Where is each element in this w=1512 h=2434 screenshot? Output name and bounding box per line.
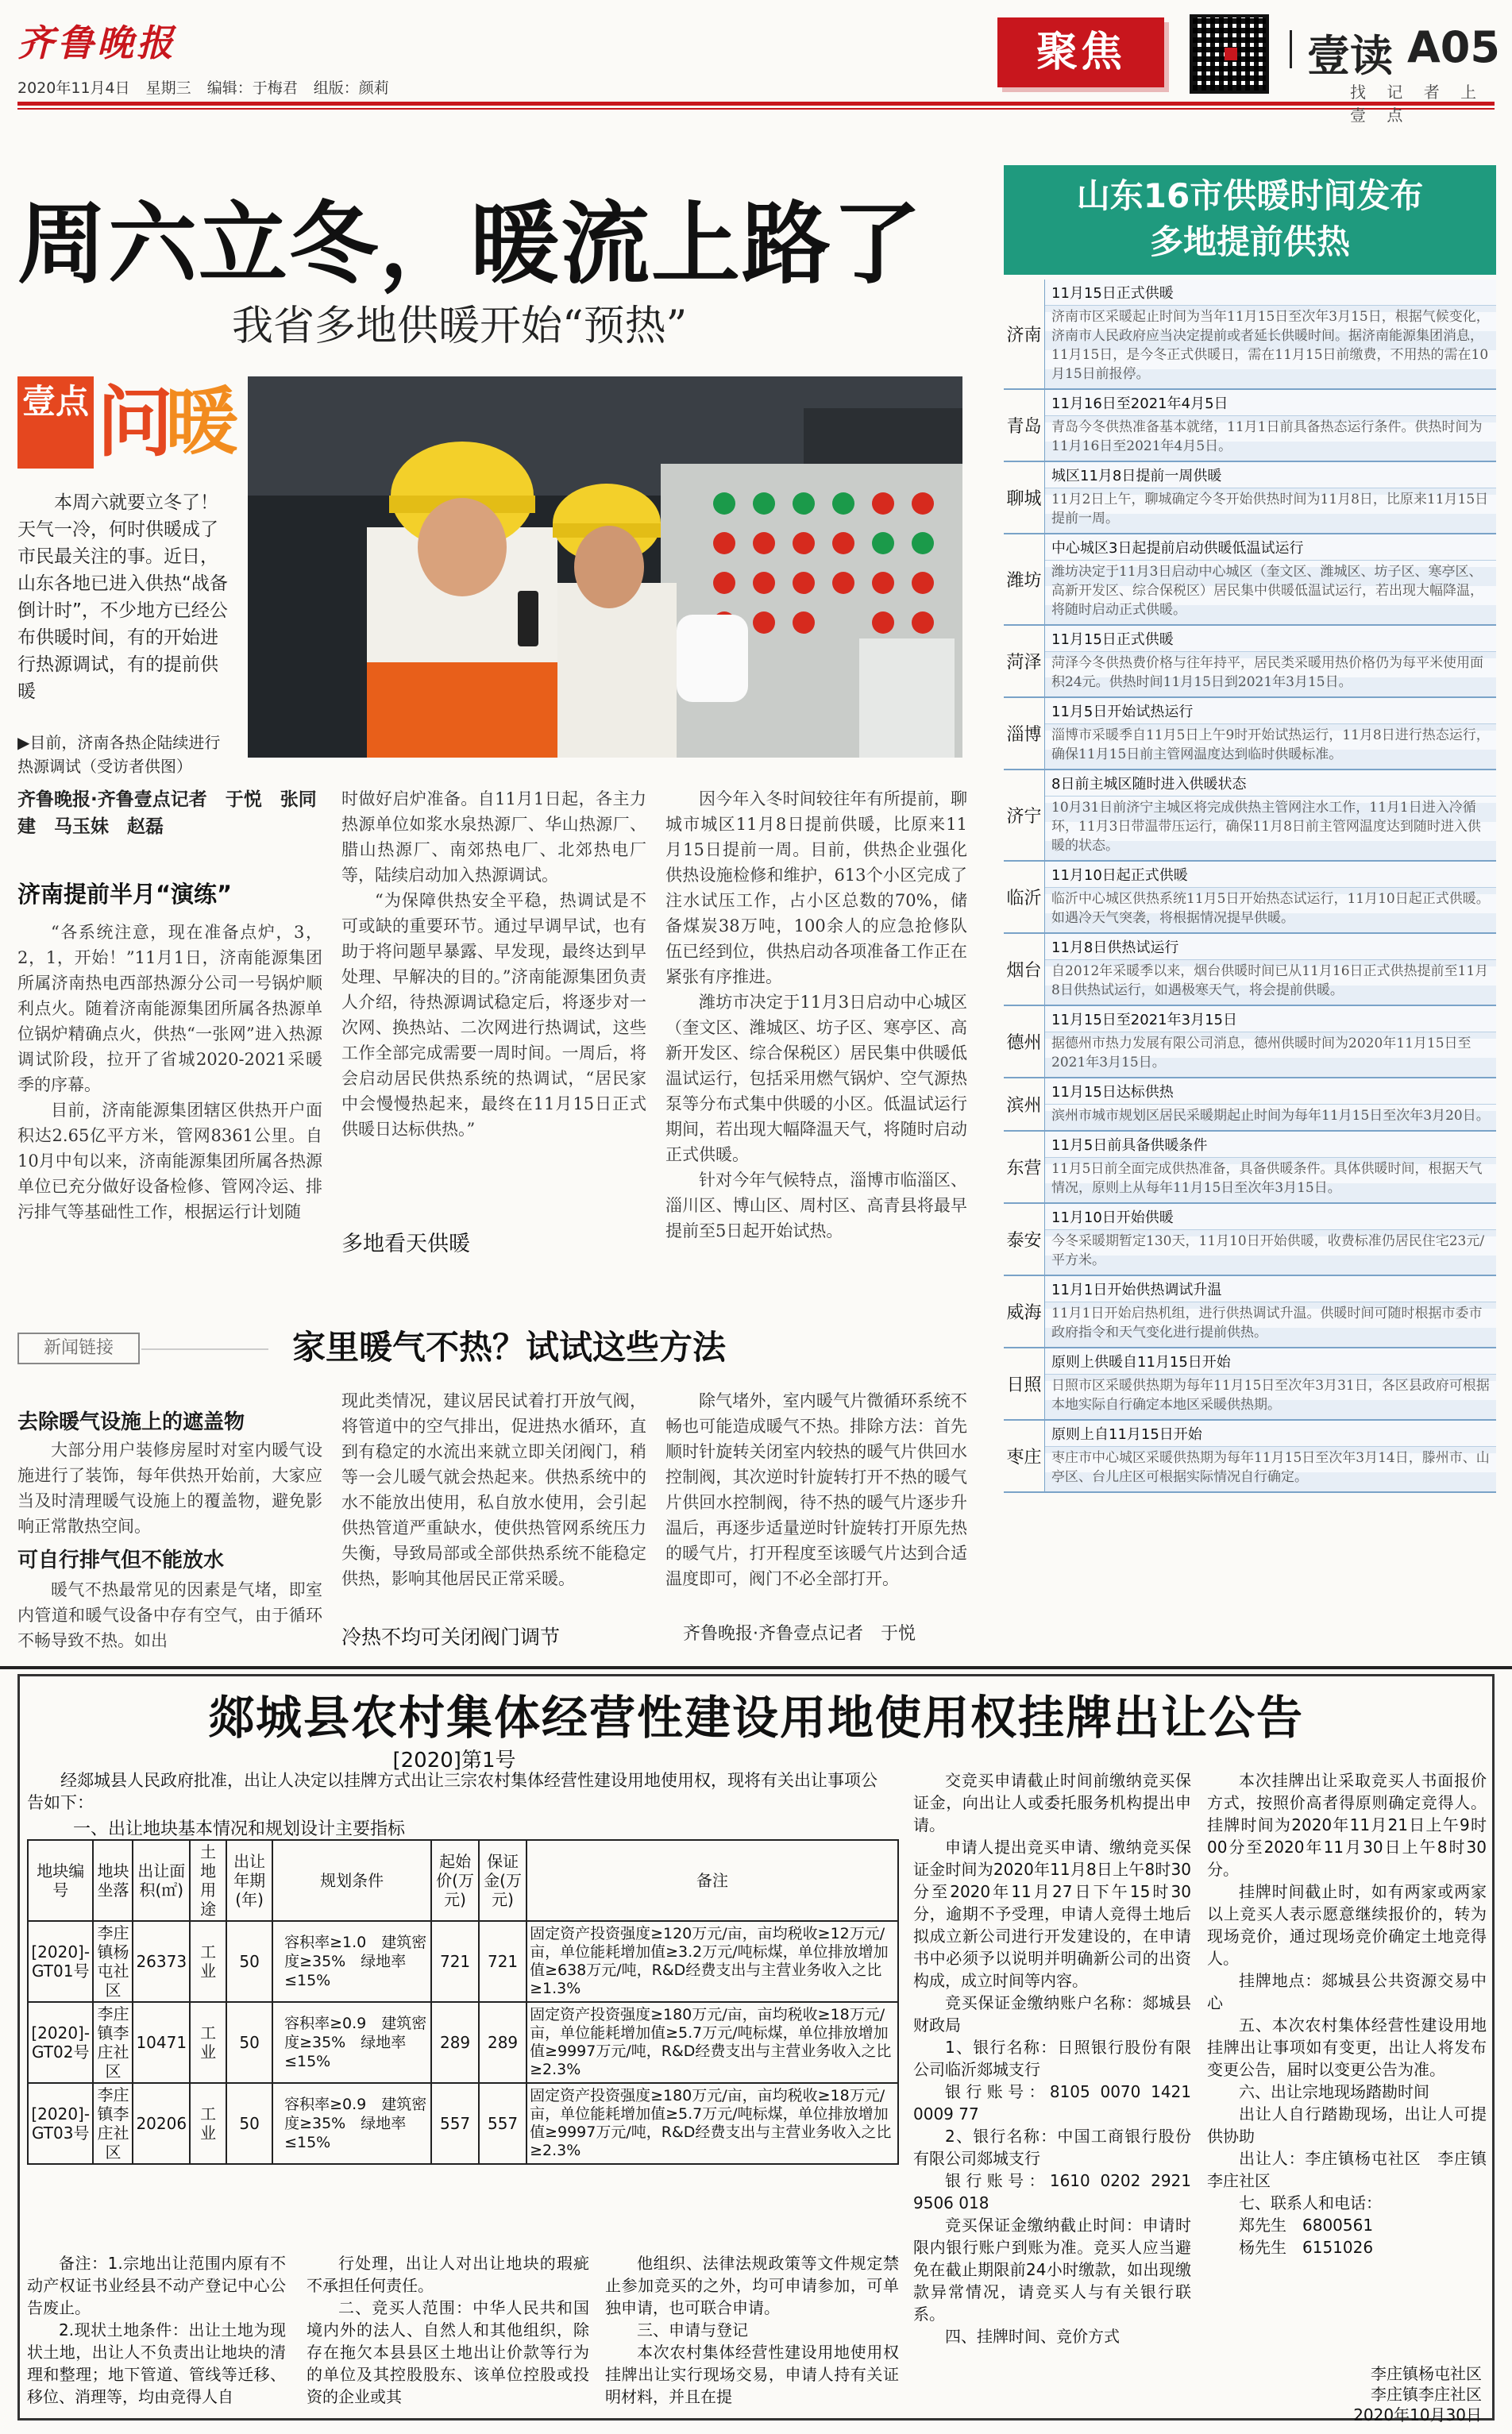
tip-paragraph: 现此类情况，建议居民试着打开放气阀，将管道中的空气排出，促进热水循环，直到有稳定的水流出来就立即关闭阀门，稍等一会儿暖气就会热起来。供热系统中的水不能放出使用，私自放水使用，会引起供热管道严重缺水，使供热管网系统压力失衡，导致局部或全部供热系统不能稳定供热，影响其他居民正常采暖。: [341, 1391, 646, 1588]
table-cell-price: 721: [431, 1921, 479, 2002]
main-headline: 周六立冬，暖流上路了: [17, 193, 923, 296]
announcement-paragraph: 竞买保证金缴纳账户名称：郯城县财政局: [913, 1993, 1191, 2035]
table-row: [28, 1921, 898, 2002]
table-cell-deposit: 557: [479, 2083, 526, 2164]
table-cell-note: 固定资产投资强度≥180万元/亩，亩均税收≥18万元/亩，单位能耗增加值≥5.7万元/吨标煤，单位排放增加值≥9997万元/吨，R&D经费支出与主营业务收入之比≥2.3%: [526, 2002, 898, 2083]
article-paragraph: 针对今年气候特点，淄博市临淄区、淄川区、博山区、周村区、高青县将最早提前至5日起开始试热。: [665, 1171, 967, 1240]
page-label: 壹读: [1307, 31, 1393, 81]
schedule-row: [1004, 1078, 1496, 1132]
schedule-title: 11月15日正式供暖: [1045, 626, 1496, 652]
tip-text-2: [17, 1577, 322, 1653]
tip-heading-2: 可自行排气但不能放水: [17, 1549, 225, 1572]
schedule-cell: [1045, 534, 1496, 624]
announcement-col-5: [1207, 1769, 1487, 2262]
issue-date: 2020年11月4日: [17, 79, 130, 97]
schedule-title: 11月15日至2021年3月15日: [1045, 1006, 1496, 1032]
table-cell-use: 工业: [190, 1921, 226, 2002]
sidebar-title-line-2: 多地提前供热: [1149, 222, 1350, 261]
qr-center-mark: [1225, 48, 1237, 60]
schedule-title: 11月5日前具备供暖条件: [1045, 1132, 1496, 1158]
ask-warm-logo: [17, 376, 239, 469]
table-cell-deposit: 289: [479, 2002, 526, 2083]
schedule-row: [1004, 534, 1496, 626]
news-link-rule: [141, 1348, 268, 1350]
schedule-row: [1004, 862, 1496, 934]
schedule-row: [1004, 1421, 1496, 1493]
article-paragraph: “各系统注意，现在准备点炉，3，2，1，开始！”11月1日，济南能源集团所属济南热电西部热源分公司一号锅炉顺利点火。随着济南能源集团所属各热源单位锅炉精确点火，供热“一张网”进入热源调试阶段，拉开了省城2020-2021采暖季的序幕。: [17, 923, 322, 1094]
ask-intro-text: 本周六就要立冬了！天气一冷，何时供暖成了市民最关注的事。近日，山东各地已进入供热“战备倒计时”，不少地方已经公布供暖时间，有的开始进行热源调试，有的提前供暖: [17, 492, 228, 702]
reporter-contact: [1350, 79, 1512, 125]
announcement-paragraph: 银行账号：8105 0070 1421 0009 77: [913, 2082, 1191, 2123]
schedule-title: 11月16日至2021年4月5日: [1045, 390, 1496, 416]
news-link-tag: 新闻链接: [17, 1333, 140, 1364]
schedule-desc: 11月5日前全面完成供热准备，具备供暖条件。具体供暖时间，根据天气情况，原则上从每年11月15日至次年3月15日。: [1045, 1158, 1496, 1202]
sign-date: 2020年10月30日: [1353, 2405, 1482, 2424]
ask-logo-wen: 问: [97, 378, 173, 467]
announcement-paragraph: 银行账号：1610 0202 2921 9506 018: [913, 2171, 1191, 2212]
announcement-paragraph: 四、挂牌时间、竞价方式: [945, 2327, 1120, 2346]
schedule-cell: [1045, 1132, 1496, 1202]
table-cell-cond: 容积率≥0.9 建筑密度≥35% 绿地率≤15%: [272, 2002, 431, 2083]
schedule-desc: 滨州市城市规划区居民采暖期起止时间为每年11月15日至次年3月20日。: [1045, 1105, 1496, 1130]
schedule-title: 11月10日开始供暖: [1045, 1204, 1496, 1230]
table-cell-years: 50: [226, 2083, 272, 2164]
schedule-title: 中心城区3日起提前启动供暖低温试运行: [1045, 534, 1496, 561]
article-column-1: [17, 920, 322, 1309]
schedule-title: 原则上供暖自11月15日开始: [1045, 1348, 1496, 1375]
schedule-city: 泰安: [1004, 1204, 1045, 1275]
schedule-cell: [1045, 462, 1496, 533]
designer-credit: 组版：颜莉: [313, 79, 389, 97]
table-header-cell: 备注: [526, 1840, 898, 1921]
table-header-cell: 起始价(万元): [431, 1840, 479, 1921]
page-label-divider: [1290, 30, 1292, 68]
tip-paragraph: 暖气不热最常见的因素是气堵，即室内管道和暖气设备中存有空气，由于循环不畅导致不热。如出: [17, 1580, 322, 1650]
announcement-paragraph: 出让人自行踏勘现场，出让人可提供协助: [1207, 2104, 1487, 2146]
article-subheading-jinan: 济南提前半月“演练”: [17, 881, 233, 908]
schedule-title: 11月5日开始试热运行: [1045, 698, 1496, 724]
schedule-city: 枣庄: [1004, 1421, 1045, 1491]
announcement-paragraph: 三、申请与登记: [637, 2320, 748, 2339]
tip-text-4: [665, 1388, 967, 1617]
schedule-desc: 自2012年采暖季以来，烟台供暖时间已从11月16日正式供热提前至11月8日供热试运行，如遇极寒天气，将会提前供暖。: [1045, 960, 1496, 1005]
announcement-paragraph: 2、银行名称：中国工商银行股份有限公司郯城支行: [913, 2127, 1191, 2168]
schedule-desc: 日照市区采暖供热期为每年11月15日至次年3月31日，各区县政府可根据本地实际自行确定本地区采暖供热期。: [1045, 1375, 1496, 1419]
header-rule-thin: [17, 108, 1495, 110]
schedule-desc: 枣庄市中心城区采暖供热期为每年11月15日至次年3月14日，滕州市、山亭区、台儿庄区可根据实际情况自行确定。: [1045, 1447, 1496, 1491]
schedule-desc: 潍坊决定于11月3日启动中心城区（奎文区、潍城区、坊子区、寒亭区、高新开发区、综合保税区）居民集中供暖低温试运行，若出现大幅降温，将随时启动正式供暖。: [1045, 561, 1496, 624]
schedule-city: 淄博: [1004, 698, 1045, 769]
schedule-row: [1004, 1276, 1496, 1348]
announcement-paragraph: 五、本次农村集体经营性建设用地挂牌出让事项如有变更，出让人将发布变更公告，届时以变更公告为准。: [1207, 2015, 1487, 2079]
announcement-title: 郯城县农村集体经营性建设用地使用权挂牌出让公告: [207, 1691, 1304, 1745]
announcement-paragraph: 交竞买申请截止时间前缴纳竞买保证金，向出让人或委托服务机构提出申请。: [913, 1771, 1191, 1834]
announcement-paragraph: 本次挂牌出让采取竞买人书面报价方式，按照价高者得原则确定竞得人。挂牌时间为2020年11月21日上午9时00分至2020年11月30日上午8时30分。: [1207, 1771, 1487, 1879]
land-parcel-table: [27, 1839, 899, 2165]
schedule-city: 聊城: [1004, 462, 1045, 533]
header-meta: [17, 76, 389, 98]
schedule-cell: [1045, 1006, 1496, 1077]
announcement-table-title: 一、出让地块基本情况和规划设计主要指标: [73, 1819, 406, 1839]
article-subheading-multi: 多地看天供暖: [341, 1232, 470, 1256]
table-cell-price: 557: [431, 2083, 479, 2164]
schedule-desc: 11月2日上午，聊城确定今冬开始供热时间为11月8日，比原来11月15日提前一周。: [1045, 488, 1496, 533]
schedule-city: 日照: [1004, 1348, 1045, 1419]
table-header-cell: 出让年期(年): [226, 1840, 272, 1921]
schedule-city: 威海: [1004, 1276, 1045, 1347]
signer-2: 李庄镇李庄社区: [1371, 2385, 1482, 2404]
announcement-signature: [1244, 2363, 1482, 2425]
schedule-desc: 11月1日开始启热机组，进行供热调试升温。供暖时间可随时根据市委市政府指令和天气变化进行提前供热。: [1045, 1302, 1496, 1347]
table-cell-code: [2020]-GT03号: [28, 2083, 93, 2164]
table-row: [28, 2083, 898, 2164]
schedule-desc: 10月31日前济宁主城区将完成供热主管网注水工作，11月1日进入冷循环，11月3日带温带压运行，确保11月8日前主管网温度达到随时进入供暖的状态。: [1045, 797, 1496, 860]
table-header-cell: 出让面积(㎡): [133, 1840, 190, 1921]
schedule-title: 11月8日供热试运行: [1045, 934, 1496, 960]
article-paragraph: 潍坊市决定于11月3日启动中心城区（奎文区、潍城区、坊子区、寒亭区、高新开发区、综合保税区）居民集中供暖低温试运行，包括采用燃气锅炉、空气源热泵等分布式集中供暖的小区。低温试运行期间，若出现大幅降温天气，将随时启动正式供暖。: [665, 993, 967, 1164]
table-cell-loc: 李庄镇杨屯社区: [93, 1921, 133, 2002]
schedule-cell: [1045, 1348, 1496, 1419]
schedule-desc: 菏泽今冬供热费价格与往年持平，居民类采暖用热价格仍为每平米使用面积24元。供热时间11月15日到2021年3月15日。: [1045, 652, 1496, 696]
schedule-desc: 青岛今冬供热准备基本就绪，11月1日前具备热态运行条件。供热时间为11月16日至2021年4月5日。: [1045, 416, 1496, 461]
page-number: A05: [1407, 22, 1500, 72]
schedule-row: [1004, 1006, 1496, 1078]
tip-paragraph: 除气堵外，室内暖气片微循环系统不畅也可能造成暖气不热。排除方法：首先顺时针旋转关闭室内较热的暖气片供回水控制阀，其次逆时针旋转打开不热的暖气片供回水控制阀，待不热的暖气片逐步升温后，再逐步适量逆时针旋转打开原先热的暖气片，打开程度至该暖气片达到合适温度即可，阀门不必全部打开。: [665, 1391, 967, 1588]
schedule-row: [1004, 934, 1496, 1006]
table-row: [28, 2002, 898, 2083]
schedule-title: 11月10日起正式供暖: [1045, 862, 1496, 888]
announcement-bottom-col-1: [27, 2252, 286, 2419]
reporter-hint: 上 壹 点: [1350, 83, 1477, 125]
schedule-cell: [1045, 698, 1496, 769]
schedule-cell: [1045, 934, 1496, 1005]
schedule-city: 济宁: [1004, 770, 1045, 860]
schedule-title: 原则上自11月15日开始: [1045, 1421, 1496, 1447]
schedule-row: [1004, 1204, 1496, 1276]
tips-headline: 家里暖气不热？试试这些方法: [292, 1328, 727, 1367]
schedule-city: 菏泽: [1004, 626, 1045, 696]
sub-headline: 我省多地供暖开始“预热”: [232, 303, 688, 350]
announcement-paragraph: 申请人提出竞买申请、缴纳竞买保证金时间为2020年11月8日上午8时30分至2020年11月27日下午15时30分，逾期不予受理，申请人竞得土地后拟成立新公司进行开发建设的，在申请书中必须予以说明并明确新公司的出资构成，成立时间等内容。: [913, 1838, 1191, 1990]
schedule-cell: [1045, 280, 1496, 388]
announcement-paragraph: 出让人：李庄镇杨屯社区 李庄镇李庄社区: [1207, 2149, 1487, 2190]
schedule-cell: [1045, 1421, 1496, 1491]
schedule-row: [1004, 698, 1496, 770]
schedule-city: 烟台: [1004, 934, 1045, 1005]
table-header-row: [28, 1840, 898, 1921]
table-cell-code: [2020]-GT02号: [28, 2002, 93, 2083]
workers-photo-illustration: [248, 376, 962, 758]
tip-heading-3: 冷热不均可关闭阀门调节: [341, 1626, 561, 1649]
tip-paragraph: 大部分用户装修房屋时对室内暖气设施进行了装饰，每年供热开始前，大家应当及时清理暖气设施上的覆盖物，避免影响正常散热空间。: [17, 1441, 322, 1536]
announcement-paragraph: 备注：1.宗地出让范围内原有不动产权证书业经县不动产登记中心公告废止。: [27, 2254, 286, 2317]
table-cell-cond: 容积率≥1.0 建筑密度≥35% 绿地率≤15%: [272, 1921, 431, 2002]
announcement-bottom-col-3: [605, 2252, 899, 2419]
article-column-3: [665, 786, 967, 1285]
table-header-cell: 保证金(万元): [479, 1840, 526, 1921]
table-cell-note: 固定资产投资强度≥180万元/亩，亩均税收≥18万元/亩，单位能耗增加值≥5.7万元/吨标煤，单位排放增加值≥9997万元/吨，R&D经费支出与主营业务收入之比≥2.3%: [526, 2083, 898, 2164]
table-cell-deposit: 721: [479, 1921, 526, 2002]
table-cell-loc: 李庄镇李庄社区: [93, 2002, 133, 2083]
announcement-paragraph: 郑先生 6800561: [1239, 2216, 1374, 2235]
table-header-cell: 规划条件: [272, 1840, 431, 1921]
table-header-cell: 地块坐落: [93, 1840, 133, 1921]
table-header-cell: 土地用途: [190, 1840, 226, 1921]
schedule-cell: [1045, 862, 1496, 932]
heating-schedule-table: [1004, 280, 1496, 1493]
table-cell-area: 20206: [133, 2083, 190, 2164]
workers-photo: [248, 376, 962, 758]
announcement-paragraph: 他组织、法律法规政策等文件规定禁止参加竞买的之外，均可申请参加，可单独申请，也可联合申请。: [605, 2254, 899, 2317]
article-paragraph: 时做好启炉准备。自11月1日起，各主力热源单位如浆水泉热源厂、华山热源厂、腊山热源厂、南郊热电厂、北郊热电厂等，陆续启动加入热源调试。: [341, 789, 646, 885]
header-rule: [17, 102, 1495, 106]
schedule-cell: [1045, 1078, 1496, 1130]
announcement-intro: 经郯城县人民政府批准，出让人决定以挂牌方式出让三宗农村集体经营性建设用地使用权，现将有关出让事项公告如下：: [27, 1771, 878, 1812]
schedule-city: 济南: [1004, 280, 1045, 388]
announcement-paragraph: 七、联系人和电话：: [1239, 2193, 1382, 2212]
masthead-logo: 齐鲁晚报: [17, 21, 176, 64]
announcement-paragraph: 杨先生 6151026: [1239, 2238, 1374, 2257]
table-cell-use: 工业: [190, 2083, 226, 2164]
ask-logo-nuan: 暖: [165, 380, 239, 465]
schedule-row: [1004, 770, 1496, 862]
signer-1: 李庄镇杨屯社区: [1371, 2364, 1482, 2383]
announcement-number: [2020]第1号: [392, 1749, 516, 1772]
schedule-row: [1004, 626, 1496, 698]
schedule-city: 青岛: [1004, 390, 1045, 461]
table-cell-code: [2020]-GT01号: [28, 1921, 93, 2002]
table-cell-area: 10471: [133, 2002, 190, 2083]
announcement-bottom-col-2: [307, 2252, 589, 2419]
schedule-row: [1004, 390, 1496, 462]
article-byline: 齐鲁晚报·齐鲁壹点记者 于悦 张同建 马玉妹 赵磊: [17, 789, 317, 837]
table-cell-note: 固定资产投资强度≥120万元/亩，亩均税收≥12万元/亩，单位能耗增加值≥3.2万元/吨标煤，单位排放增加值≥638万元/吨，R&D经费支出与主营业务收入之比≥1.3%: [526, 1921, 898, 2002]
tip-heading-1: 去除暖气设施上的遮盖物: [17, 1410, 245, 1434]
announcement-paragraph: 二、竞买人范围：中华人民共和国境内外的法人、自然人和其他组织，除存在拖欠本县县区土地出让价款等行为的单位及其控股股东、该单位控股或投资的企业或其: [307, 2298, 589, 2406]
reporter-label: 找 记 者: [1350, 83, 1440, 102]
schedule-title: 11月15日达标供热: [1045, 1078, 1496, 1105]
table-cell-area: 26373: [133, 1921, 190, 2002]
schedule-city: 德州: [1004, 1006, 1045, 1077]
schedule-city: 临沂: [1004, 862, 1045, 932]
table-cell-use: 工业: [190, 2002, 226, 2083]
table-cell-cond: 容积率≥0.9 建筑密度≥35% 绿地率≤15%: [272, 2083, 431, 2164]
schedule-row: [1004, 462, 1496, 534]
tip-text-1: [17, 1437, 322, 1539]
tip-text-3: [341, 1388, 646, 1617]
schedule-row: [1004, 1132, 1496, 1204]
schedule-desc: 临沂中心城区供热系统11月5日开始热态试运行，11月10日起正式供暖。如遇冷天气突袭，将根据情况提早供暖。: [1045, 888, 1496, 932]
issue-weekday: 星期三: [145, 79, 191, 97]
article-paragraph: 因今年入冬时间较往年有所提前，聊城市城区11月8日提前供暖，比原来11月15日提前一周。目前，供热企业强化供热设施检修和维护，613个小区完成了注水试压工作，占小区总数的70%，储备煤炭38万吨，100余人的应急抢修队伍已经到位，供热启动各项准备工作正在紧张有序推进。: [665, 789, 967, 986]
schedule-city: 潍坊: [1004, 534, 1045, 624]
schedule-title: 11月15日正式供暖: [1045, 280, 1496, 306]
announcement-top-rule: [0, 1666, 1512, 1669]
schedule-cell: [1045, 1204, 1496, 1275]
schedule-desc: 今冬采暖期暂定130天，11月10日开始供暖，收费标准仍居民住宅23元/平方米。: [1045, 1230, 1496, 1275]
schedule-city: 滨州: [1004, 1078, 1045, 1130]
article-paragraph: “为保障供热安全平稳，热调试是不可或缺的重要环节。通过早调早试，也有助于将问题早暴露、早发现，最终达到早处理、早解决的目的。”济南能源集团负责人介绍，待热源调试稳定后，将逐步对一次网、换热站、二次网进行热调试，这些工作全部完成需要一周时间。一周后，将会启动居民供热系统的热调试，“居民家中会慢慢热起来，最终在11月15日正式供暖日达标供热。”: [341, 891, 646, 1139]
schedule-cell: [1045, 390, 1496, 461]
announcement-paragraph: 挂牌时间截止时，如有两家或两家以上竞买人表示愿意继续报价的，转为现场竞价，通过现场竞价确定土地竞得人。: [1207, 1882, 1487, 1968]
article-column-2: [341, 786, 646, 1199]
schedule-desc: 济南市区采暖起止时间为当年11月15日至次年3月15日，根据气候变化，济南市人民政府应当决定提前或者延长供暖时间。据济南能源集团消息，11月15日，是今冬正式供暖日，需在11月15日前缴费，不用热的需在10月15日前报停。: [1045, 306, 1496, 388]
schedule-row: [1004, 1348, 1496, 1421]
schedule-row: [1004, 280, 1496, 390]
schedule-desc: 淄博市采暖季自11月5日上午9时开始试热运行，11月8日进行热态运行，确保11月15日前主管网温度达到临时供暖标准。: [1045, 724, 1496, 769]
sidebar-header: [1004, 165, 1496, 275]
table-cell-loc: 李庄镇李庄社区: [93, 2083, 133, 2164]
schedule-desc: 据德州市热力发展有限公司消息，德州供暖时间为2020年11月15日至2021年3月15日。: [1045, 1032, 1496, 1077]
article-paragraph: 目前，济南能源集团辖区供热开户面积达2.65亿平方米，管网8361公里。自10月中旬以来，济南能源集团所属各热源单位已充分做好设备检修、管网冷运、排污排气等基础性工作，根据运行计划随: [17, 1101, 322, 1221]
schedule-title: 11月1日开始供热调试升温: [1045, 1276, 1496, 1302]
photo-caption: ▶目前，济南各热企陆续进行热源调试（受访者供图）: [17, 733, 221, 776]
ask-logo-left: 壹点: [17, 376, 94, 469]
schedule-title: 城区11月8日提前一周供暖: [1045, 462, 1496, 488]
table-header-cell: 地块编号: [28, 1840, 93, 1921]
table-cell-years: 50: [226, 2002, 272, 2083]
schedule-cell: [1045, 626, 1496, 696]
announcement-col-4: [913, 1769, 1191, 2419]
table-cell-years: 50: [226, 1921, 272, 2002]
editor-credit: 编辑：于梅君: [206, 79, 298, 97]
schedule-cell: [1045, 770, 1496, 860]
announcement-paragraph: 竞买保证金缴纳截止时间：申请时限内银行账户到账为准。竞买人应当避免在截止期限前24小时缴款，如出现缴款异常情况，请竞买人与有关银行联系。: [913, 2216, 1191, 2324]
announcement-paragraph: 本次农村集体经营性建设用地使用权挂牌出让实行现场交易，申请人持有关证明材料，并且在提: [605, 2343, 899, 2406]
schedule-title: 8日前主城区随时进入供暖状态: [1045, 770, 1496, 797]
table-cell-price: 289: [431, 2002, 479, 2083]
schedule-city: 东营: [1004, 1132, 1045, 1202]
tips-byline: 齐鲁晚报·齐鲁壹点记者 于悦: [683, 1624, 916, 1644]
section-badge: 聚焦: [997, 17, 1164, 87]
announcement-paragraph: 六、出让宗地现场踏勘时间: [1239, 2082, 1429, 2101]
announcement-paragraph: 挂牌地点：郯城县公共资源交易中心: [1207, 1971, 1487, 2012]
sidebar-title-line-1: 山东16市供暖时间发布: [1076, 176, 1424, 215]
announcement-paragraph: 行处理，出让人对出让地块的瑕疵不承担任何责任。: [307, 2254, 589, 2295]
announcement-paragraph: 2.现状土地条件：出让土地为现状土地，出让人不负责出让地块的清理和整理；地下管道、管线等迁移、移位、消理等，均由竞得人自: [27, 2320, 286, 2406]
schedule-cell: [1045, 1276, 1496, 1347]
announcement-paragraph: 1、银行名称：日照银行股份有限公司临沂郯城支行: [913, 2038, 1191, 2079]
